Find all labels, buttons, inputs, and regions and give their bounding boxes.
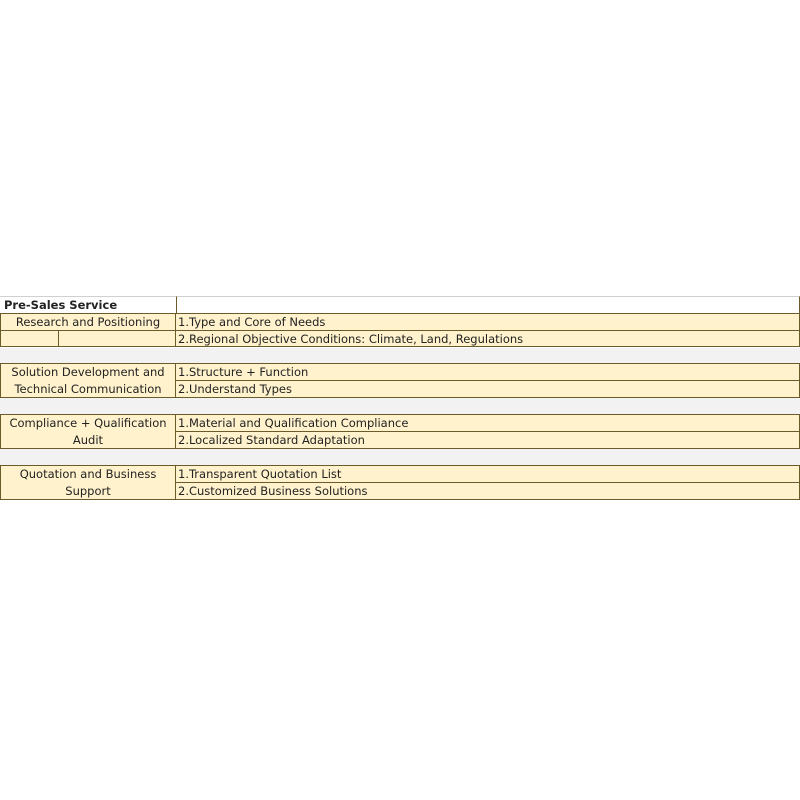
section-2-item-1: 1.Structure + Function <box>178 365 309 379</box>
section-3-item-1: 1.Material and Qualification Compliance <box>178 416 409 430</box>
header-empty-cell[interactable] <box>176 296 800 313</box>
section-2-label-line-1: Solution Development and <box>11 364 165 379</box>
section-4-row-1 <box>176 465 800 482</box>
section-3-label-line-2: Audit <box>72 432 104 447</box>
section-2-row-2 <box>176 380 800 398</box>
section-1-item-1: 1.Type and Core of Needs <box>178 315 326 329</box>
section-3-item-2: 2.Localized Standard Adaptation <box>178 433 365 447</box>
section-4-label-line-1: Quotation and Business <box>19 466 157 481</box>
gap-row-3 <box>0 449 800 465</box>
header-title: Pre-Sales Service <box>4 298 118 312</box>
section-1-item-1-cell[interactable] <box>176 313 800 330</box>
section-4-item-1: 1.Transparent Quotation List <box>178 467 342 481</box>
section-2-row-1 <box>176 363 800 380</box>
section-4-label-cell[interactable] <box>0 465 176 500</box>
section-4-item-2-cell[interactable] <box>176 482 800 500</box>
section-3-row-1 <box>176 414 800 431</box>
section-1-item-2: 2.Regional Objective Conditions: Climate, Land, Regulations <box>178 332 524 346</box>
section-4-label <box>20 466 157 500</box>
section-2-item-2: 2.Understand Types <box>178 382 292 396</box>
section-3-row-2 <box>176 431 800 449</box>
section-1-row-2 <box>0 330 800 347</box>
section-1-empty-cell-b[interactable] <box>59 330 176 347</box>
section-4-item-2: 2.Customized Business Solutions <box>178 484 368 498</box>
section-2-item-2-cell[interactable] <box>176 380 800 398</box>
header-row <box>0 296 800 313</box>
section-3-item-1-cell[interactable] <box>176 414 800 431</box>
section-3-label-line-1: Compliance + Qualification <box>9 415 167 430</box>
section-1-label-cell[interactable] <box>0 313 176 330</box>
section-2-label-cell[interactable] <box>0 363 176 398</box>
section-4-row-2 <box>176 482 800 500</box>
section-2-label <box>11 364 164 398</box>
section-1-empty-cell-a[interactable] <box>0 330 59 347</box>
section-3-label <box>9 415 166 449</box>
gap-row-1 <box>0 348 800 363</box>
section-4-label-line-2: Support <box>65 483 111 498</box>
section-2-item-1-cell[interactable] <box>176 363 800 380</box>
section-1-row-1 <box>0 313 800 330</box>
section-1-label: Research and Positioning <box>15 315 161 329</box>
header-title-cell[interactable] <box>0 296 176 313</box>
section-1-item-2-cell[interactable] <box>176 330 800 347</box>
section-3-label-cell[interactable] <box>0 414 176 449</box>
section-4-item-1-cell[interactable] <box>176 465 800 482</box>
gap-row-2 <box>0 398 800 414</box>
section-2-label-line-2: Technical Communication <box>14 381 162 396</box>
section-3-item-2-cell[interactable] <box>176 431 800 449</box>
